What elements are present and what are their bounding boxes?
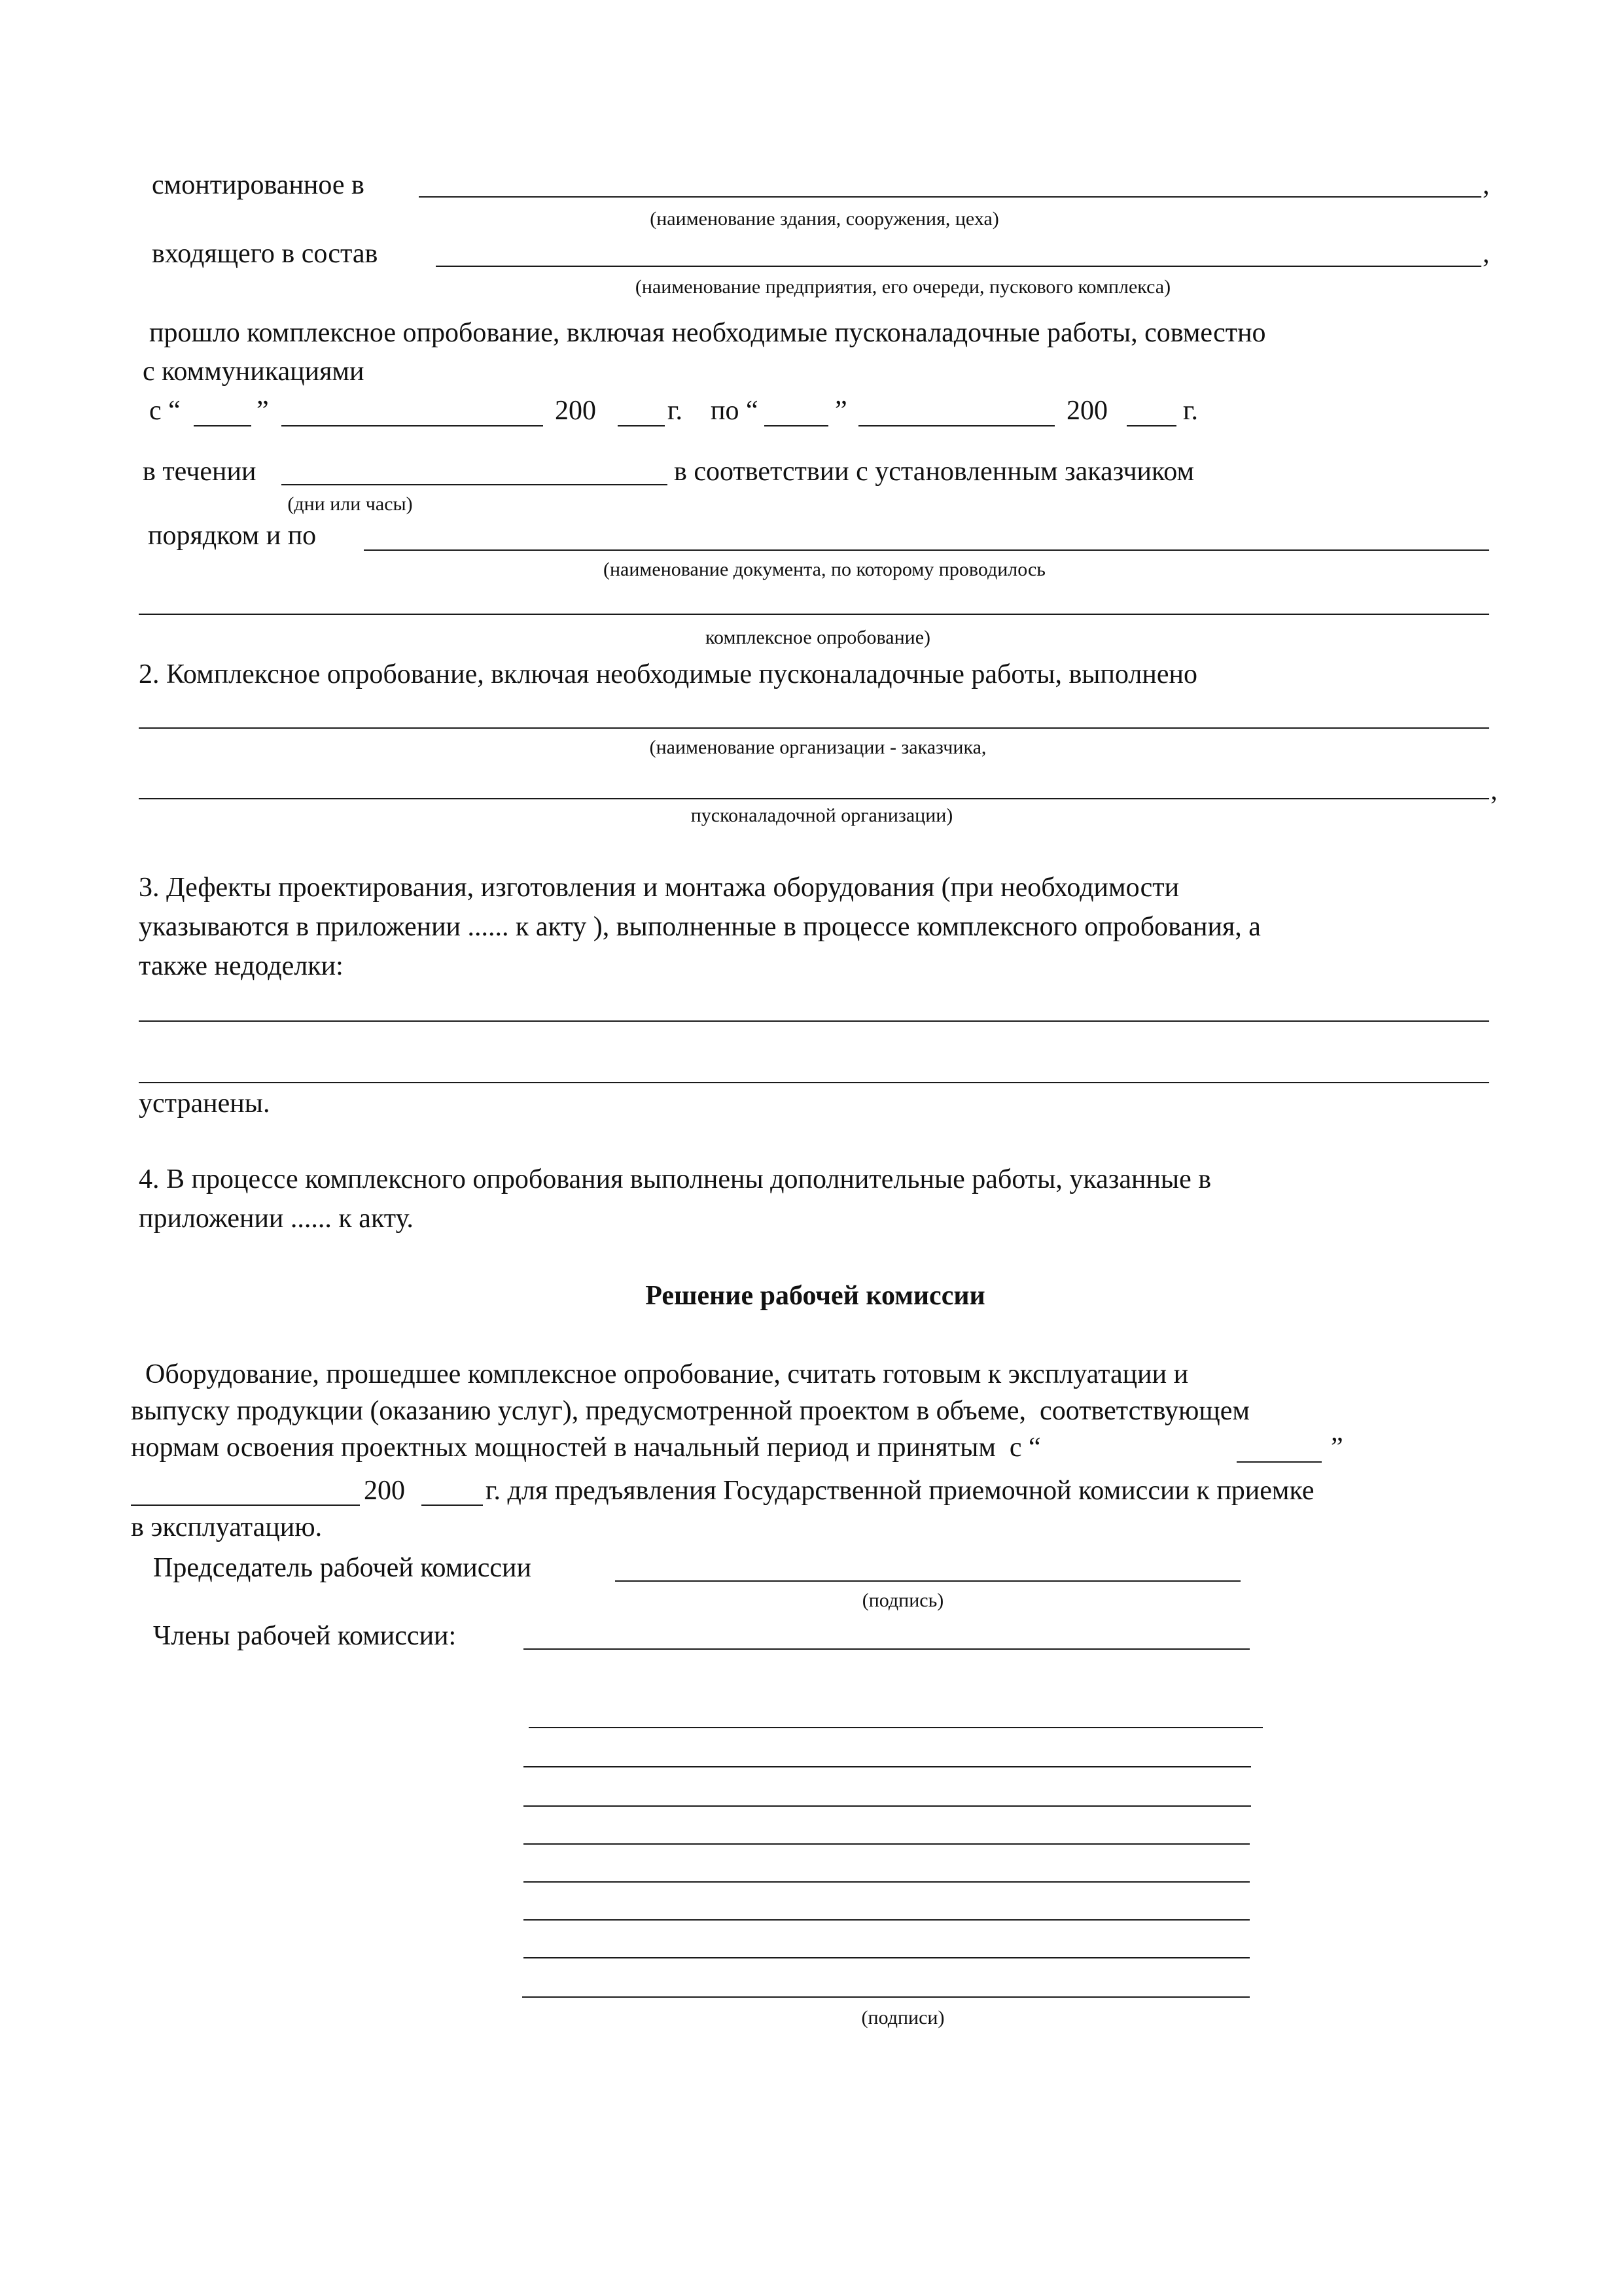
field-member-signature[interactable] (529, 1727, 1263, 1728)
label-during: в течении (143, 457, 256, 487)
field-from-day[interactable] (194, 425, 251, 426)
field-member-signature[interactable] (522, 1996, 1250, 1998)
field-defects-1[interactable] (139, 1020, 1489, 1022)
label-part-of: входящего в состав (152, 239, 378, 269)
field-member-signature[interactable] (523, 1881, 1250, 1883)
quote: ” (256, 396, 269, 426)
field-member-signature[interactable] (523, 1805, 1251, 1807)
text-passed-line1: прошло комплексное опробование, включая необходимые пусконаладочные работы, совместно (149, 318, 1266, 348)
text-decision-line5: в эксплуатацию. (131, 1512, 323, 1542)
field-duration[interactable] (281, 484, 667, 485)
label-order: порядком и по (148, 521, 317, 551)
field-member-signature[interactable] (523, 1843, 1250, 1845)
field-building[interactable] (419, 196, 1481, 198)
field-from-year[interactable] (618, 425, 665, 426)
label-g: г. (667, 396, 682, 426)
text-section4-line1: 4. В процессе комплексного опробования выполнены дополнительные работы, указанные в (139, 1164, 1212, 1194)
caption-customer: (наименование организации - заказчика, (649, 737, 987, 758)
decision-title: Решение рабочей комиссии (645, 1281, 985, 1311)
field-document-cont[interactable] (139, 614, 1489, 615)
label-members: Члены рабочей комиссии: (153, 1621, 457, 1651)
comma: , (1483, 239, 1490, 269)
label-to: по “ (711, 396, 758, 426)
caption-document-cont: комплексное опробование) (705, 627, 931, 648)
text-section2: 2. Комплексное опробование, включая необходимые пусконаладочные работы, выполнено (139, 659, 1197, 689)
label-mounted-in: смонтированное в (152, 170, 364, 200)
field-to-year[interactable] (1127, 425, 1176, 426)
field-document[interactable] (364, 549, 1489, 551)
text-decision-line2: выпуску продукции (оказанию услуг), предусмотренной проектом в объеме, соответствующем (131, 1396, 1250, 1426)
field-accept-month[interactable] (131, 1505, 360, 1506)
label-accept-year: 200 (364, 1476, 405, 1506)
quote: ” (1331, 1433, 1343, 1463)
field-defects-2[interactable] (139, 1082, 1489, 1083)
comma: , (1491, 776, 1498, 806)
comma: , (1483, 170, 1490, 200)
label-from-year: 200 (555, 396, 596, 426)
caption-document: (наименование документа, по которому проводилось (603, 559, 1046, 580)
field-chairman-signature[interactable] (615, 1580, 1241, 1582)
caption-enterprise: (наименование предприятия, его очереди, пускового комплекса) (635, 276, 1171, 298)
field-enterprise[interactable] (436, 266, 1481, 267)
text-eliminated: устранены. (139, 1088, 270, 1119)
field-member-signature[interactable] (523, 1648, 1250, 1650)
text-decision-line3: нормам освоения проектных мощностей в начальный период и принятым с “ (131, 1433, 1041, 1463)
field-member-signature[interactable] (523, 1919, 1250, 1921)
caption-building: (наименование здания, сооружения, цеха) (650, 208, 999, 230)
field-to-day[interactable] (764, 425, 828, 426)
label-chairman: Председатель рабочей комиссии (153, 1553, 531, 1583)
text-decision-line1: Оборудование, прошедшее комплексное опробование, считать готовым к эксплуатации и (145, 1359, 1189, 1389)
field-accept-day[interactable] (1237, 1461, 1322, 1463)
label-from: с “ (149, 396, 181, 426)
text-section4-line2: приложении ...... к акту. (139, 1204, 414, 1234)
quote: ” (835, 396, 847, 426)
text-according: в соответствии с установленным заказчиком (674, 457, 1195, 487)
field-from-month[interactable] (281, 425, 543, 426)
field-member-signature[interactable] (523, 1957, 1250, 1958)
text-section3-line1: 3. Дефекты проектирования, изготовления и монтажа оборудования (при необходимости (139, 873, 1180, 903)
text-decision-line4: г. для предъявления Государственной приемочной комиссии к приемке (485, 1476, 1315, 1506)
field-member-signature[interactable] (523, 1766, 1251, 1767)
field-customer[interactable] (139, 727, 1489, 729)
label-g: г. (1183, 396, 1198, 426)
caption-days: (дни или часы) (287, 493, 413, 515)
caption-signature: (подпись) (862, 1590, 944, 1611)
field-to-month[interactable] (858, 425, 1055, 426)
text-section3-line3: также недоделки: (139, 951, 344, 981)
caption-signatures: (подписи) (861, 2007, 945, 2028)
field-accept-year[interactable] (421, 1505, 483, 1506)
text-section3-line2: указываются в приложении ...... к акту ), выполненные в процессе комплексного опробования, а (139, 912, 1261, 942)
caption-commissioning-org: пусконаладочной организации) (690, 805, 953, 826)
text-passed-line2: с коммуникациями (143, 357, 364, 387)
field-commissioning-org[interactable] (139, 798, 1489, 799)
label-to-year: 200 (1067, 396, 1108, 426)
